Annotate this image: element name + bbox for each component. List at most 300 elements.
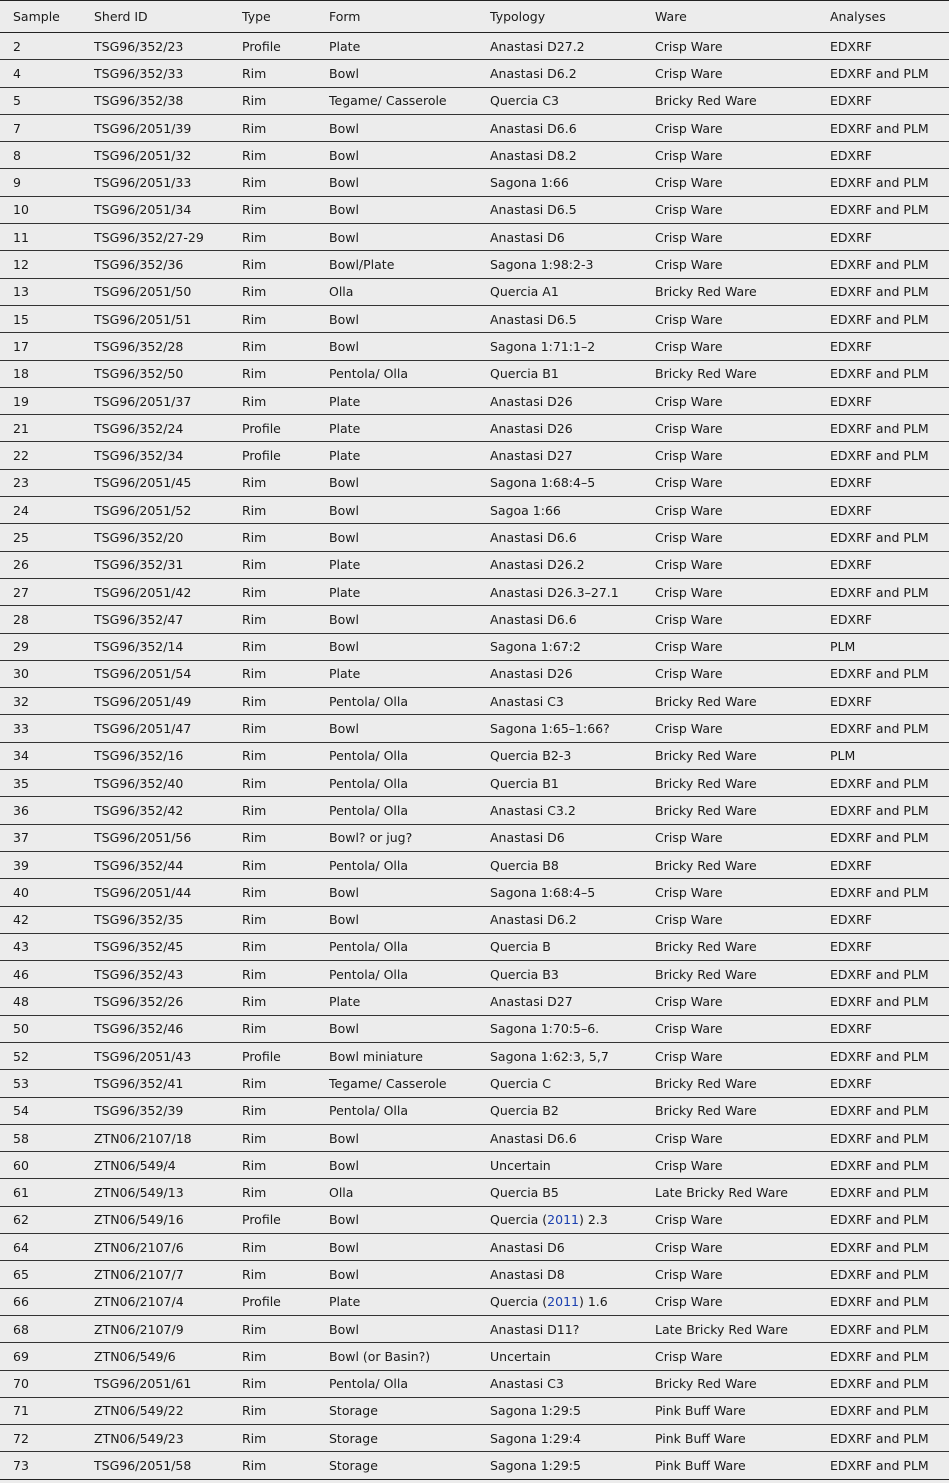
table-row [0, 742, 949, 769]
cell-form: Plate [329, 660, 490, 687]
cell-typology: Quercia B [490, 933, 655, 960]
cell-type: Profile [242, 1206, 329, 1233]
cell-ware: Crisp Ware [655, 824, 830, 851]
cell-sherd-id: TSG96/2051/58 [94, 1452, 242, 1479]
cell-sample: 72 [0, 1425, 94, 1452]
table-row [0, 1343, 949, 1370]
cell-sample: 62 [0, 1206, 94, 1233]
cell-sample: 60 [0, 1152, 94, 1179]
cell-ware: Crisp Ware [655, 1288, 830, 1315]
cell-analyses: EDXRF and PLM [830, 278, 949, 305]
cell-ware: Bricky Red Ware [655, 278, 830, 305]
table-row [0, 1179, 949, 1206]
cell-form: Bowl [329, 497, 490, 524]
cell-type: Rim [242, 1070, 329, 1097]
cell-typology: Sagona 1:66 [490, 169, 655, 196]
cell-sample: 9 [0, 169, 94, 196]
cell-typology: Anastasi D26 [490, 415, 655, 442]
cell-sample: 23 [0, 469, 94, 496]
cell-sherd-id: TSG96/2051/45 [94, 469, 242, 496]
cell-ware: Bricky Red Ware [655, 933, 830, 960]
cell-form: Pentola/ Olla [329, 797, 490, 824]
cell-type: Rim [242, 633, 329, 660]
cell-typology: Quercia B1 [490, 770, 655, 797]
cell-sherd-id: TSG96/352/42 [94, 797, 242, 824]
cell-analyses: EDXRF [830, 1070, 949, 1097]
cell-sherd-id: TSG96/352/50 [94, 360, 242, 387]
cell-sherd-id: TSG96/352/39 [94, 1097, 242, 1124]
typology-suffix: ) 1.6 [578, 1294, 608, 1310]
cell-sample: 17 [0, 333, 94, 360]
cell-analyses: EDXRF [830, 224, 949, 251]
cell-sherd-id: TSG96/2051/52 [94, 497, 242, 524]
cell-analyses: EDXRF and PLM [830, 879, 949, 906]
cell-sample: 13 [0, 278, 94, 305]
cell-typology: Uncertain [490, 1343, 655, 1370]
cell-type: Rim [242, 797, 329, 824]
cell-analyses: EDXRF [830, 906, 949, 933]
cell-sample: 52 [0, 1042, 94, 1069]
cell-typology: Sagona 1:68:4–5 [490, 879, 655, 906]
cell-sherd-id: TSG96/2051/47 [94, 715, 242, 742]
cell-typology: Sagona 1:62:3, 5,7 [490, 1042, 655, 1069]
cell-form: Pentola/ Olla [329, 1097, 490, 1124]
cell-form: Bowl [329, 333, 490, 360]
cell-analyses: PLM [830, 633, 949, 660]
cell-sample: 12 [0, 251, 94, 278]
cell-sherd-id: TSG96/352/31 [94, 551, 242, 578]
cell-ware: Bricky Red Ware [655, 1097, 830, 1124]
header-sherd-id: Sherd ID [94, 1, 242, 33]
cell-type: Rim [242, 87, 329, 114]
cell-form: Tegame/ Casserole [329, 87, 490, 114]
cell-typology: Anastasi D27 [490, 988, 655, 1015]
cell-sample: 42 [0, 906, 94, 933]
cell-typology: Quercia A1 [490, 278, 655, 305]
cell-type: Rim [242, 1261, 329, 1288]
table-row [0, 1261, 949, 1288]
cell-form: Bowl [329, 1015, 490, 1042]
table-row [0, 387, 949, 414]
cell-analyses: EDXRF [830, 851, 949, 878]
cell-typology: Anastasi D6 [490, 224, 655, 251]
cell-analyses: PLM [830, 742, 949, 769]
cell-sherd-id: TSG96/2051/49 [94, 688, 242, 715]
table-row [0, 1397, 949, 1424]
cell-form: Bowl [329, 224, 490, 251]
cell-ware: Crisp Ware [655, 442, 830, 469]
cell-sample: 2 [0, 33, 94, 60]
cell-sherd-id: ZTN06/549/23 [94, 1425, 242, 1452]
cell-sherd-id: ZTN06/549/16 [94, 1206, 242, 1233]
cell-type: Rim [242, 851, 329, 878]
cell-form: Storage [329, 1425, 490, 1452]
cell-typology: Anastasi D26 [490, 660, 655, 687]
table-row [0, 797, 949, 824]
cell-typology: Anastasi D8.2 [490, 142, 655, 169]
cell-ware: Crisp Ware [655, 142, 830, 169]
table-row [0, 1206, 949, 1233]
cell-sample: 27 [0, 578, 94, 605]
header-typology: Typology [490, 1, 655, 33]
cell-sherd-id: ZTN06/549/4 [94, 1152, 242, 1179]
cell-type: Rim [242, 1124, 329, 1151]
cell-type: Rim [242, 1343, 329, 1370]
cell-ware: Bricky Red Ware [655, 1070, 830, 1097]
cell-ware: Crisp Ware [655, 988, 830, 1015]
table-row [0, 988, 949, 1015]
cell-sample: 48 [0, 988, 94, 1015]
cell-type: Rim [242, 333, 329, 360]
table-row [0, 879, 949, 906]
cell-sample: 50 [0, 1015, 94, 1042]
cell-type: Rim [242, 770, 329, 797]
cell-analyses: EDXRF and PLM [830, 770, 949, 797]
cell-sample: 54 [0, 1097, 94, 1124]
cell-sherd-id: TSG96/2051/42 [94, 578, 242, 605]
cell-typology: Anastasi D26 [490, 387, 655, 414]
cell-sample: 39 [0, 851, 94, 878]
citation-link[interactable]: 2011 [547, 1212, 579, 1228]
cell-typology: Anastasi D26.2 [490, 551, 655, 578]
cell-ware: Bricky Red Ware [655, 87, 830, 114]
cell-ware: Crisp Ware [655, 906, 830, 933]
cell-form: Bowl [329, 114, 490, 141]
cell-typology: Anastasi D6.6 [490, 524, 655, 551]
table-row [0, 1315, 949, 1342]
cell-ware: Crisp Ware [655, 415, 830, 442]
cell-typology: Anastasi D6 [490, 1234, 655, 1261]
cell-type: Rim [242, 688, 329, 715]
cell-sherd-id: TSG96/352/23 [94, 33, 242, 60]
cell-analyses: EDXRF [830, 688, 949, 715]
cell-sample: 37 [0, 824, 94, 851]
header-sample: Sample [0, 1, 94, 33]
table-row [0, 142, 949, 169]
cell-sample: 18 [0, 360, 94, 387]
table-row [0, 251, 949, 278]
cell-ware: Crisp Ware [655, 333, 830, 360]
cell-sample: 24 [0, 497, 94, 524]
cell-sample: 35 [0, 770, 94, 797]
table-row [0, 415, 949, 442]
cell-sample: 36 [0, 797, 94, 824]
cell-typology: Sagona 1:65–1:66? [490, 715, 655, 742]
table-row [0, 469, 949, 496]
cell-analyses: EDXRF and PLM [830, 578, 949, 605]
cell-typology: Quercia C3 [490, 87, 655, 114]
cell-form: Bowl/Plate [329, 251, 490, 278]
cell-analyses: EDXRF and PLM [830, 415, 949, 442]
cell-analyses: EDXRF and PLM [830, 1397, 949, 1424]
cell-analyses: EDXRF and PLM [830, 1315, 949, 1342]
cell-type: Rim [242, 715, 329, 742]
cell-typology: Anastasi D6.5 [490, 305, 655, 332]
cell-typology: Sagona 1:70:5–6. [490, 1015, 655, 1042]
cell-type: Rim [242, 524, 329, 551]
table-row [0, 360, 949, 387]
table-row [0, 933, 949, 960]
cell-form: Bowl [329, 1315, 490, 1342]
cell-form: Bowl [329, 1206, 490, 1233]
cell-sherd-id: TSG96/2051/32 [94, 142, 242, 169]
table-row [0, 906, 949, 933]
table-row [0, 224, 949, 251]
cell-analyses: EDXRF and PLM [830, 797, 949, 824]
cell-sherd-id: ZTN06/2107/6 [94, 1234, 242, 1261]
cell-type: Rim [242, 142, 329, 169]
cell-form: Bowl? or jug? [329, 824, 490, 851]
cell-sherd-id: TSG96/2051/61 [94, 1370, 242, 1397]
cell-sherd-id: TSG96/2051/44 [94, 879, 242, 906]
cell-sherd-id: ZTN06/2107/7 [94, 1261, 242, 1288]
cell-sherd-id: ZTN06/549/22 [94, 1397, 242, 1424]
cell-analyses: EDXRF and PLM [830, 1097, 949, 1124]
cell-typology: Anastasi C3.2 [490, 797, 655, 824]
cell-analyses: EDXRF [830, 333, 949, 360]
cell-form: Bowl [329, 606, 490, 633]
cell-sample: 25 [0, 524, 94, 551]
cell-analyses: EDXRF and PLM [830, 169, 949, 196]
cell-typology: Quercia B8 [490, 851, 655, 878]
table-row [0, 770, 949, 797]
cell-sample: 73 [0, 1452, 94, 1479]
typology-suffix: ) 2.3 [578, 1212, 608, 1228]
cell-form: Bowl miniature [329, 1042, 490, 1069]
header-form: Form [329, 1, 490, 33]
cell-form: Bowl [329, 196, 490, 223]
cell-ware: Crisp Ware [655, 660, 830, 687]
cell-typology: Anastasi D26.3–27.1 [490, 578, 655, 605]
table-row [0, 169, 949, 196]
cell-form: Olla [329, 1179, 490, 1206]
typology-prefix: Quercia ( [490, 1294, 548, 1310]
cell-ware: Crisp Ware [655, 551, 830, 578]
cell-type: Rim [242, 1370, 329, 1397]
cell-form: Bowl [329, 633, 490, 660]
cell-form: Plate [329, 442, 490, 469]
table-row [0, 1152, 949, 1179]
cell-sherd-id: TSG96/2051/43 [94, 1042, 242, 1069]
cell-sherd-id: TSG96/2051/51 [94, 305, 242, 332]
cell-typology: Anastasi C3 [490, 1370, 655, 1397]
cell-sample: 8 [0, 142, 94, 169]
cell-ware: Bricky Red Ware [655, 360, 830, 387]
header-type: Type [242, 1, 329, 33]
cell-ware: Crisp Ware [655, 305, 830, 332]
cell-analyses: EDXRF [830, 1015, 949, 1042]
cell-ware: Bricky Red Ware [655, 770, 830, 797]
table-row [0, 497, 949, 524]
table-row [0, 1425, 949, 1452]
cell-sherd-id: TSG96/2051/33 [94, 169, 242, 196]
cell-analyses: EDXRF and PLM [830, 1425, 949, 1452]
cell-sherd-id: TSG96/2051/50 [94, 278, 242, 305]
table-row [0, 715, 949, 742]
cell-type: Rim [242, 742, 329, 769]
cell-form: Storage [329, 1397, 490, 1424]
cell-ware: Bricky Red Ware [655, 1370, 830, 1397]
cell-form: Bowl (or Basin?) [329, 1343, 490, 1370]
cell-sherd-id: TSG96/352/26 [94, 988, 242, 1015]
cell-sample: 19 [0, 387, 94, 414]
cell-type: Rim [242, 278, 329, 305]
cell-sample: 65 [0, 1261, 94, 1288]
table-row [0, 305, 949, 332]
table-row [0, 1370, 949, 1397]
cell-ware: Crisp Ware [655, 606, 830, 633]
cell-type: Rim [242, 224, 329, 251]
cell-ware: Crisp Ware [655, 196, 830, 223]
cell-sherd-id: TSG96/352/43 [94, 961, 242, 988]
cell-typology: Anastasi D6.5 [490, 196, 655, 223]
table-row [0, 824, 949, 851]
cell-typology: Quercia C [490, 1070, 655, 1097]
cell-sherd-id: TSG96/352/16 [94, 742, 242, 769]
cell-typology: Sagona 1:67:2 [490, 633, 655, 660]
cell-form: Plate [329, 551, 490, 578]
cell-ware: Crisp Ware [655, 1206, 830, 1233]
cell-type: Rim [242, 660, 329, 687]
cell-type: Profile [242, 415, 329, 442]
cell-form: Bowl [329, 524, 490, 551]
cell-form: Bowl [329, 169, 490, 196]
cell-form: Bowl [329, 906, 490, 933]
cell-ware: Crisp Ware [655, 224, 830, 251]
table-row [0, 1097, 949, 1124]
cell-ware: Crisp Ware [655, 387, 830, 414]
cell-sample: 5 [0, 87, 94, 114]
cell-form: Tegame/ Casserole [329, 1070, 490, 1097]
cell-typology [490, 1288, 655, 1315]
cell-form: Olla [329, 278, 490, 305]
table-row [0, 114, 949, 141]
cell-ware: Crisp Ware [655, 169, 830, 196]
cell-type: Rim [242, 1425, 329, 1452]
cell-typology: Quercia B3 [490, 961, 655, 988]
cell-type: Profile [242, 1288, 329, 1315]
cell-analyses: EDXRF and PLM [830, 305, 949, 332]
cell-sample: 66 [0, 1288, 94, 1315]
citation-link[interactable]: 2011 [547, 1294, 579, 1310]
cell-form: Bowl [329, 60, 490, 87]
header-ware: Ware [655, 1, 830, 33]
cell-sherd-id: ZTN06/2107/4 [94, 1288, 242, 1315]
cell-analyses: EDXRF [830, 551, 949, 578]
cell-form: Storage [329, 1452, 490, 1479]
cell-type: Rim [242, 1015, 329, 1042]
cell-analyses: EDXRF and PLM [830, 660, 949, 687]
cell-sherd-id: TSG96/352/47 [94, 606, 242, 633]
cell-ware: Crisp Ware [655, 715, 830, 742]
cell-ware: Pink Buff Ware [655, 1425, 830, 1452]
cell-type: Rim [242, 606, 329, 633]
cell-sherd-id: TSG96/352/36 [94, 251, 242, 278]
cell-typology: Anastasi D8 [490, 1261, 655, 1288]
cell-type: Rim [242, 251, 329, 278]
cell-analyses: EDXRF and PLM [830, 442, 949, 469]
cell-typology: Anastasi D6.6 [490, 606, 655, 633]
cell-form: Plate [329, 1288, 490, 1315]
cell-form: Pentola/ Olla [329, 360, 490, 387]
cell-form: Bowl [329, 469, 490, 496]
cell-analyses: EDXRF and PLM [830, 1234, 949, 1261]
cell-typology: Sagona 1:29:5 [490, 1452, 655, 1479]
cell-typology: Quercia B5 [490, 1179, 655, 1206]
cell-sample: 34 [0, 742, 94, 769]
cell-sherd-id: TSG96/2051/37 [94, 387, 242, 414]
cell-sample: 33 [0, 715, 94, 742]
cell-ware: Bricky Red Ware [655, 742, 830, 769]
cell-analyses: EDXRF and PLM [830, 114, 949, 141]
header-analyses: Analyses [830, 1, 949, 33]
cell-type: Rim [242, 1097, 329, 1124]
cell-sample: 32 [0, 688, 94, 715]
cell-form: Plate [329, 415, 490, 442]
cell-sample: 68 [0, 1315, 94, 1342]
cell-sample: 10 [0, 196, 94, 223]
cell-typology: Anastasi D6.6 [490, 1124, 655, 1151]
cell-analyses: EDXRF [830, 142, 949, 169]
table-row [0, 1124, 949, 1151]
cell-ware: Late Bricky Red Ware [655, 1315, 830, 1342]
cell-type: Rim [242, 387, 329, 414]
cell-ware: Late Bricky Red Ware [655, 1179, 830, 1206]
cell-type: Profile [242, 442, 329, 469]
cell-type: Rim [242, 497, 329, 524]
table-header [0, 1, 949, 33]
table-row [0, 33, 949, 60]
cell-sherd-id: ZTN06/549/6 [94, 1343, 242, 1370]
table-row [0, 851, 949, 878]
table-row [0, 551, 949, 578]
cell-sample: 61 [0, 1179, 94, 1206]
cell-ware: Crisp Ware [655, 524, 830, 551]
cell-sample: 40 [0, 879, 94, 906]
cell-sherd-id: TSG96/352/38 [94, 87, 242, 114]
cell-type: Rim [242, 551, 329, 578]
cell-analyses: EDXRF and PLM [830, 524, 949, 551]
table-row [0, 1234, 949, 1261]
cell-typology: Sagona 1:68:4–5 [490, 469, 655, 496]
cell-sherd-id: TSG96/352/24 [94, 415, 242, 442]
cell-ware: Crisp Ware [655, 578, 830, 605]
table-row [0, 1015, 949, 1042]
cell-typology: Anastasi D6.6 [490, 114, 655, 141]
table-row [0, 1042, 949, 1069]
cell-sample: 26 [0, 551, 94, 578]
cell-sherd-id: TSG96/352/35 [94, 906, 242, 933]
cell-analyses: EDXRF and PLM [830, 1152, 949, 1179]
cell-form: Pentola/ Olla [329, 961, 490, 988]
cell-form: Plate [329, 988, 490, 1015]
cell-form: Pentola/ Olla [329, 933, 490, 960]
table-row [0, 1288, 949, 1315]
cell-typology: Anastasi C3 [490, 688, 655, 715]
cell-sample: 71 [0, 1397, 94, 1424]
cell-type: Rim [242, 988, 329, 1015]
cell-sample: 58 [0, 1124, 94, 1151]
cell-ware: Crisp Ware [655, 1343, 830, 1370]
table-row [0, 87, 949, 114]
cell-type: Rim [242, 961, 329, 988]
cell-analyses: EDXRF and PLM [830, 60, 949, 87]
cell-sherd-id: TSG96/352/40 [94, 770, 242, 797]
cell-form: Pentola/ Olla [329, 1370, 490, 1397]
cell-typology: Sagoa 1:66 [490, 497, 655, 524]
cell-analyses: EDXRF [830, 606, 949, 633]
cell-form: Bowl [329, 1124, 490, 1151]
